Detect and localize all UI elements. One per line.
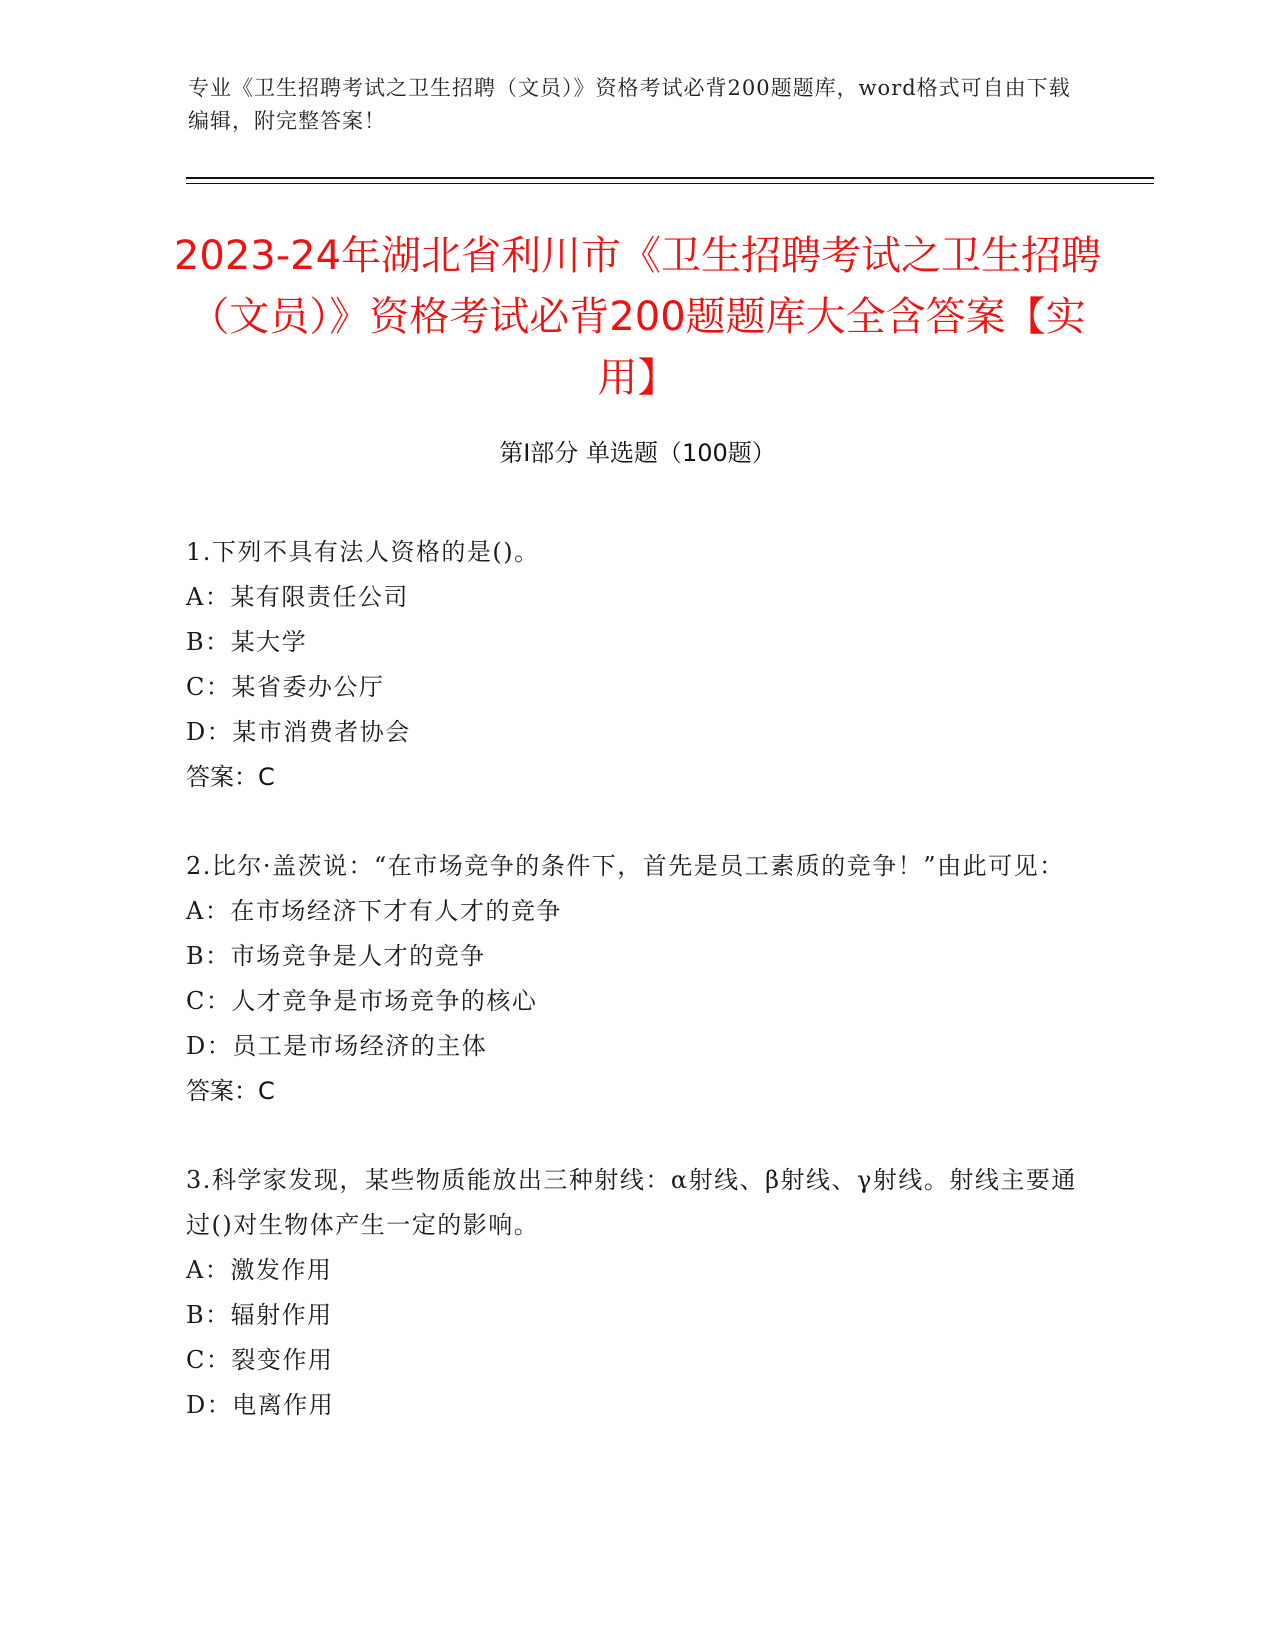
header-rule-thick bbox=[186, 177, 1154, 179]
option-d: D：电离作用 bbox=[186, 1391, 335, 1419]
question-text: 1.下列不具有法人资格的是()。 bbox=[186, 538, 540, 566]
answer: 答案：C bbox=[186, 1077, 275, 1105]
question-text: 2.比尔·盖茨说：“在市场竞争的条件下，首先是员工素质的竞争！”由此可见： bbox=[186, 852, 1065, 880]
section-heading: 第Ⅰ部分 单选题（100题） bbox=[499, 439, 776, 467]
option-b: B：辐射作用 bbox=[186, 1301, 333, 1329]
question-2 bbox=[186, 844, 1086, 1114]
question-list bbox=[186, 530, 1086, 1472]
option-a: A：在市场经济下才有人才的竞争 bbox=[186, 897, 562, 925]
option-a: A：激发作用 bbox=[186, 1256, 333, 1284]
option-c: C：人才竞争是市场竞争的核心 bbox=[186, 987, 538, 1015]
question-1 bbox=[186, 530, 1086, 800]
option-c: C：裂变作用 bbox=[186, 1346, 334, 1374]
option-c: C：某省委办公厅 bbox=[186, 673, 385, 701]
option-b: B：市场竞争是人才的竞争 bbox=[186, 942, 486, 970]
question-text: 3.科学家发现，某些物质能放出三种射线：α射线、β射线、γ射线。射线主要通过()对生物体产生一定的影响。 bbox=[186, 1166, 1077, 1239]
option-d: D：某市消费者协会 bbox=[186, 718, 411, 746]
header-rule-thin bbox=[186, 183, 1154, 184]
answer: 答案：C bbox=[186, 763, 275, 791]
document-title: 2023-24年湖北省利川市《卫生招聘考试之卫生招聘（文员）》资格考试必背200题题库大全含答案【实用】 bbox=[173, 233, 1102, 401]
option-a: A：某有限责任公司 bbox=[186, 583, 409, 611]
document-intro: 专业《卫生招聘考试之卫生招聘（文员）》资格考试必背200题题库，word格式可自由下载编辑，附完整答案！ bbox=[188, 76, 1071, 133]
option-b: B：某大学 bbox=[186, 628, 308, 656]
question-3 bbox=[186, 1158, 1086, 1428]
option-d: D：员工是市场经济的主体 bbox=[186, 1032, 488, 1060]
